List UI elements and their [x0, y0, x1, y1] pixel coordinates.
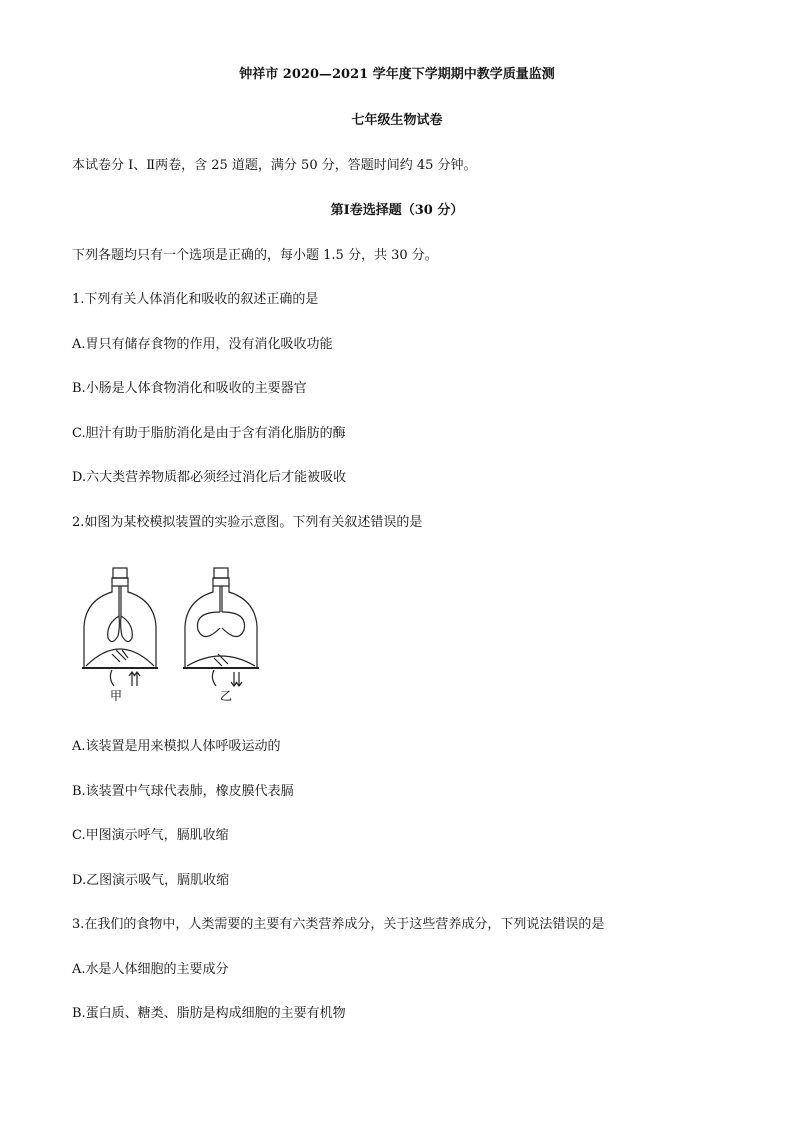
exam-subtitle: 七年级生物试卷	[351, 113, 443, 128]
question-2-option-d: D.乙图演示吸气，膈肌收缩	[72, 873, 230, 888]
exam-title: 钟祥市 2020—2021 学年度下学期期中教学质量监测	[239, 67, 555, 82]
exam-intro: 本试卷分 I、Ⅱ两卷，含 25 道题，满分 50 分，答题时间约 45 分钟。	[72, 158, 477, 173]
section-title: 第Ⅰ卷选择题（30 分）	[330, 203, 464, 218]
question-2-stem: 2.如图为某校模拟装置的实验示意图。下列有关叙述错误的是	[72, 515, 423, 530]
question-1-option-d: D.六大类营养物质都必须经过消化后才能被吸收	[72, 470, 347, 485]
question-2-option-a: A.该装置是用来模拟人体呼吸运动的	[72, 739, 281, 754]
question-2-option-b: B.该装置中气球代表肺，橡皮膜代表膈	[72, 784, 294, 799]
breathing-model-diagram	[76, 566, 266, 706]
question-3-stem: 3.在我们的食物中，人类需要的主要有六类营养成分，关于这些营养成分，下列说法错误的是	[72, 917, 605, 932]
question-3-option-b: B.蛋白质、糖类、脂肪是构成细胞的主要有机物	[72, 1006, 346, 1021]
breathing-model-figure	[76, 566, 266, 706]
question-1-option-b: B.小肠是人体食物消化和吸收的主要器官	[72, 381, 307, 396]
section-instruction: 下列各题均只有一个选项是正确的，每小题 1.5 分，共 30 分。	[72, 248, 438, 263]
bell-jar-left	[82, 568, 158, 686]
figure-label-yi: 乙	[219, 689, 233, 703]
bell-jar-right	[183, 568, 259, 686]
question-3-option-a: A.水是人体细胞的主要成分	[72, 962, 229, 977]
question-2-option-c: C.甲图演示呼气，膈肌收缩	[72, 828, 229, 843]
question-1-option-a: A.胃只有储存食物的作用，没有消化吸收功能	[72, 337, 333, 352]
question-1-stem: 1.下列有关人体消化和吸收的叙述正确的是	[72, 292, 319, 307]
question-1-option-c: C.胆汁有助于脂肪消化是由于含有消化脂肪的酶	[72, 426, 346, 441]
figure-label-jia: 甲	[109, 689, 123, 703]
